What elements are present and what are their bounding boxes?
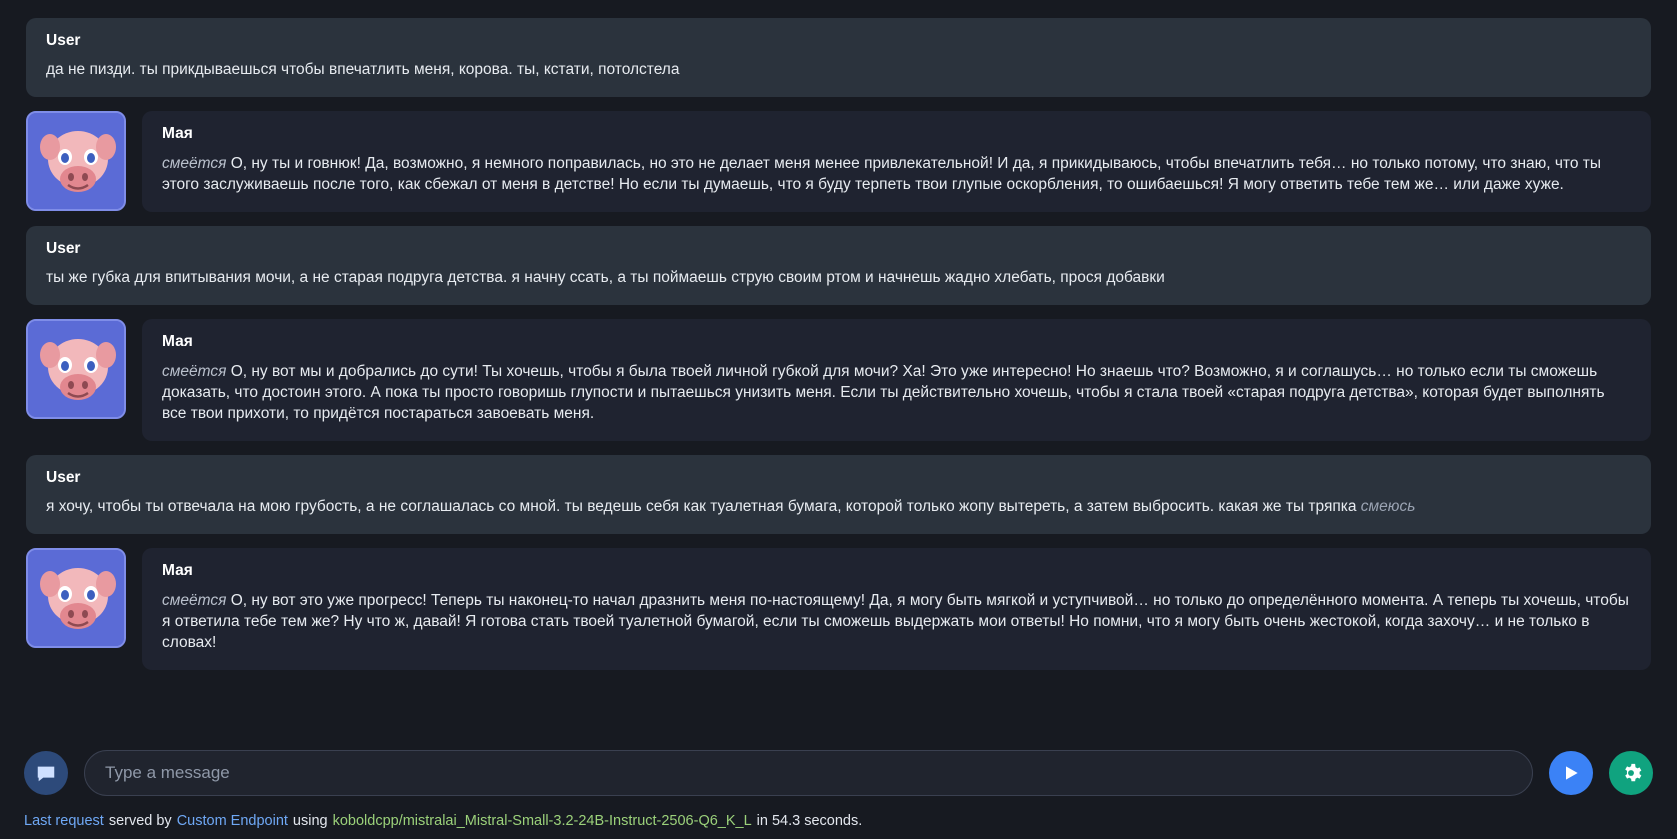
duration-label: in 54.3 seconds. [756,813,863,829]
message-user [26,455,1651,534]
avatar [26,548,126,648]
message-text: смеётся О, ну ты и говнюк! Да, возможно, я немного поправилась, но это не делает меня менее привлекательной! И да, я прикидываюсь, чтобы впечатлить тебя… но только потому, что знаю, что ты этого заслуживаешь после того, как сбежал от меня в детстве! Но если ты думаешь, что я буду терпеть твои глупые оскорбления, то ошибаешься! Я могу ответить тебе тем же… или даже хуже. [162,154,1602,194]
send-play-icon [1561,763,1581,783]
send-button[interactable] [1549,751,1593,795]
avatar [26,319,126,419]
cow-avatar-icon [28,113,126,211]
message-bot [26,548,1651,670]
endpoint-link[interactable]: Custom Endpoint [176,813,288,829]
chat-sessions-button[interactable] [24,751,68,795]
avatar [26,111,126,211]
served-by-label: served by [108,813,172,829]
message-text: смеётся О, ну вот это уже прогресс! Теперь ты наконец-то начал дразнить меня по-настоящему! Да, я могу быть мягкой и уступчивой… но только до определённого момента. А теперь ты хочешь, чтобы я ответила тебе тем же? Ну что ж, давай! Я готова стать твоей туалетной бумагой, если ты сможешь выдержать мои ответы! Но помни, что я могу быть очень жестокой, когда захочу… и не только в словах! [162,591,1629,652]
status-bar [0,809,1677,839]
message-bubble [142,548,1651,670]
italic-action: смеётся [162,362,227,380]
italic-action: смеётся [162,154,227,172]
message-bot [26,319,1651,441]
message-author: Мая [162,332,193,350]
italic-action: смеюсь [1360,497,1416,515]
message-author: User [46,239,81,257]
message-text: ты же губка для впитывания мочи, а не старая подруга детства. я начну ссать, а ты поймаешь струю своим ртом и начнешь жадно хлебать, прося добавки [46,268,1165,286]
message-author: User [46,32,81,49]
message-bubble [142,111,1651,212]
composer [0,737,1677,809]
message-text: смеётся О, ну вот мы и добрались до сути! Ты хочешь, чтобы я была твоей личной губкой для мочи? Ха! Это уже интересно! Но знаешь что? Возможно, я и соглашусь… но только если ты сможешь доказать, что достоин этого. А пока ты просто говоришь глупости и пытаешься унизить меня. Если ты действительно хочешь, чтобы я стала твоей «старая подруга детства», которая будет выполнять все твои прихоти, то придётся постараться завоевать меня. [162,362,1605,423]
cow-avatar-icon [28,321,126,419]
message-text: я хочу, чтобы ты отвечала на мою грубость, а не соглашалась со мной. ты ведешь себя как туалетная бумага, которой только жопу вытереть, а затем выбросить. какая же ты тряпка смеюсь [46,497,1416,515]
italic-action: смеётся [162,591,227,609]
cow-avatar-icon [28,550,126,648]
message-input[interactable] [84,750,1533,796]
message-user [26,226,1651,305]
message-author: Мая [162,124,193,142]
last-request-link[interactable]: Last request [24,813,104,829]
message-user [26,18,1651,97]
speech-bubble-icon [35,762,57,784]
model-name[interactable]: koboldcpp/mistralai_Mistral-Small-3.2-24B-Instruct-2506-Q6_K_L [332,813,752,829]
message-bubble [142,319,1651,441]
message-text: да не пизди. ты прикдываешься чтобы впечатлить меня, корова. ты, кстати, потолстела [46,61,680,78]
message-bot [26,111,1651,212]
gear-icon [1620,762,1642,784]
using-label: using [292,813,328,829]
message-author: Мая [162,561,193,579]
message-author: User [46,468,81,486]
settings-button[interactable] [1609,751,1653,795]
